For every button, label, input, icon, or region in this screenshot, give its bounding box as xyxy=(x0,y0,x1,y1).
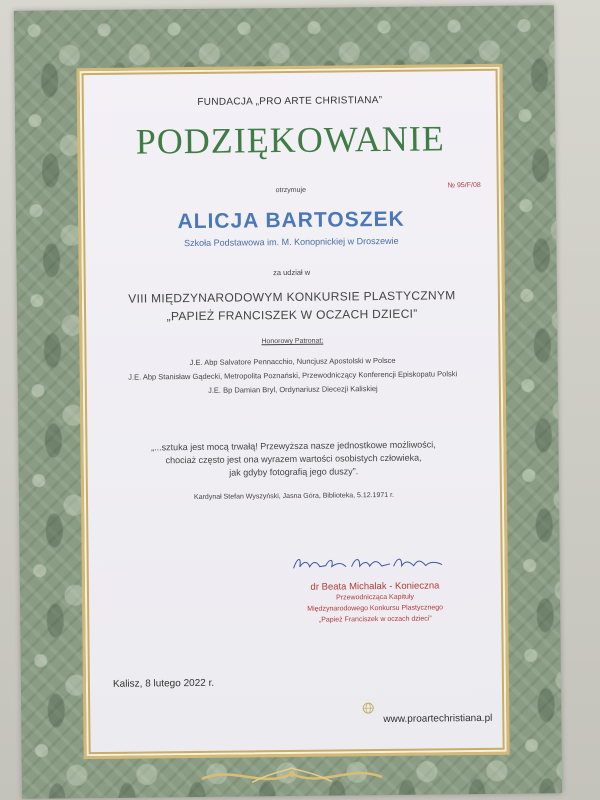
signatory-role: Przewodnicząca Kapituły xyxy=(336,593,414,602)
contest-title-line2: „PAPIEŻ FRANCISZEK W OCZACH DZIECI” xyxy=(166,306,418,324)
quote-line: chociaż często jest ona wyrazem wartości osobistych człowieka, xyxy=(165,452,422,466)
signatory-role: „Papież Franciszek w oczach dzieci” xyxy=(318,615,432,624)
certificate-panel xyxy=(76,64,509,759)
participation-label: za udział w xyxy=(273,267,311,278)
contest-title-line1: VIII MIĘDZYNARODOWYM KONKURSIE PLASTYCZNYM xyxy=(128,288,456,306)
recipient-name: ALICJA BARTOSZEK xyxy=(177,207,405,234)
school-name: Szkoła Podstawowa im. M. Konopnickiej w Droszewie xyxy=(183,235,399,249)
certificate-title: PODZIĘKOWANIE xyxy=(135,118,445,162)
patron-line: J.E. Bp Damian Bryl, Ordynariusz Diecezji Kaliskiej xyxy=(207,384,378,395)
quote-citation: Kardynał Stefan Wyszyński, Jasna Góra, Biblioteka, 5.12.1971 r. xyxy=(193,491,394,501)
foundation-name: FUNDACJA „PRO ARTE CHRISTIANA” xyxy=(197,94,383,108)
patron-line: J.E. Abp Salvatore Pennacchio, Nuncjusz Apostolski w Polsce xyxy=(189,355,396,368)
gold-ornament-decoration xyxy=(192,759,392,791)
patronage-label: Honorowy Patronat: xyxy=(261,337,324,346)
receives-label: otrzymuje xyxy=(275,186,306,195)
globe-icon xyxy=(362,702,374,714)
patron-line: J.E. Abp Stanisław Gądecki, Metropolita Poznański, Przewodniczący Konferencji Episkopatu Polski xyxy=(128,369,458,382)
issue-date: Kalisz, 8 lutego 2022 r. xyxy=(112,677,215,690)
signatory-name: dr Beata Michalak - Konieczna xyxy=(310,579,440,593)
certificate-sheet xyxy=(14,5,562,799)
quote-line: jak gdyby fotografią jego duszy”. xyxy=(229,466,359,478)
website-link[interactable]: www.proartechristiana.pl xyxy=(383,712,493,726)
handwritten-signature xyxy=(290,553,450,573)
quote-line: „...sztuka jest mocą trwałą! Przewyższa nasze jednostkowe możliwości, xyxy=(151,439,436,453)
signatory-role: Międzynarodowego Konkursu Plastycznego xyxy=(307,604,444,613)
certificate-number: № 95/F/08 xyxy=(447,181,481,190)
